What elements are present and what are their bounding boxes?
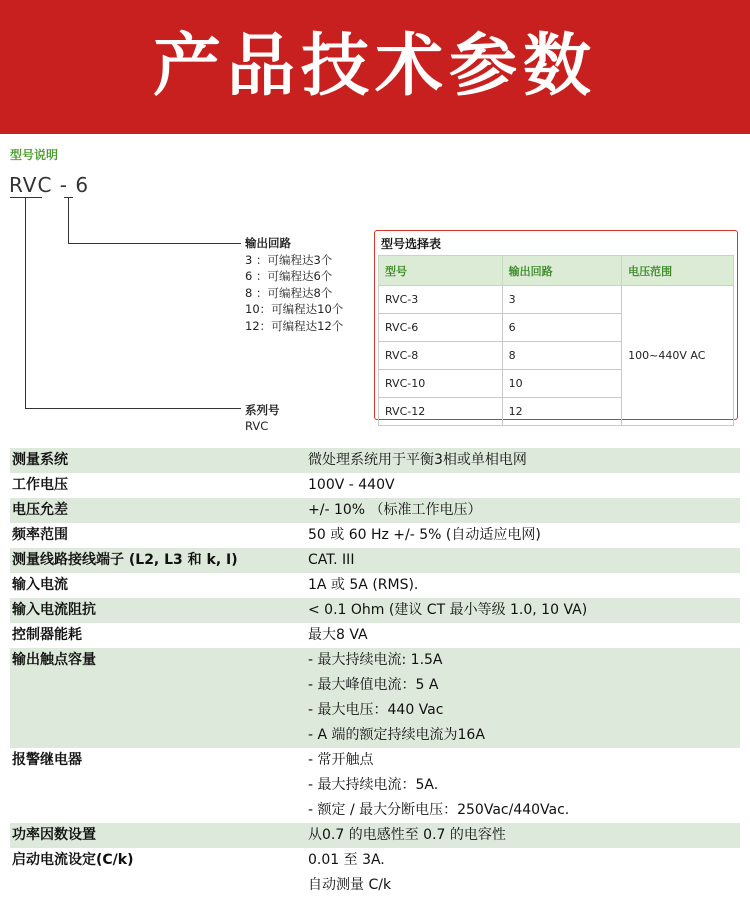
model-selection-table-box — [374, 230, 738, 420]
cell-model: RVC-3 — [379, 286, 503, 314]
output-legend-item: 3 ：可编程达3个 — [245, 252, 333, 267]
output-connector-vertical — [68, 197, 69, 243]
spec-row — [10, 548, 740, 573]
spec-value: - 最大电压：440 Vac — [308, 702, 444, 718]
spec-key: 输入电流 — [12, 577, 68, 593]
model-selection-title: 型号选择表 — [381, 237, 442, 251]
table-row — [379, 286, 734, 314]
output-legend-item: 6 ：可编程达6个 — [245, 269, 333, 283]
column-header-model: 型号 — [379, 256, 503, 286]
spec-value: 0.01 至 3A. — [308, 852, 385, 868]
series-connector-vertical — [25, 197, 26, 409]
spec-value: - A 端的额定持续电流为16A — [308, 727, 485, 743]
spec-key: 控制器能耗 — [12, 627, 82, 643]
series-connector-horizontal — [25, 408, 241, 409]
spec-key: 电压允差 — [12, 502, 68, 518]
output-legend-item: 12：可编程达12个 — [245, 318, 344, 333]
spec-key: 输出触点容量 — [12, 652, 96, 668]
model-explanation-label: 型号说明 — [10, 148, 59, 162]
spec-value: 微处理系统用于平衡3相或单相电网 — [308, 452, 527, 468]
spec-value: - 最大峰值电流：5 A — [308, 677, 439, 693]
spec-row — [10, 748, 740, 823]
spec-value: 从0.7 的电感性至 0.7 的电容性 — [308, 827, 506, 843]
table-header-row — [379, 256, 734, 286]
spec-key: 报警继电器 — [12, 752, 82, 768]
model-selection-table — [378, 255, 734, 426]
cell-model: RVC-8 — [379, 342, 503, 370]
spec-key: 测量线路接线端子 (L2, L3 和 k, I) — [12, 552, 238, 568]
code-underline — [10, 197, 42, 198]
spec-row — [10, 473, 740, 498]
spec-row — [10, 448, 740, 473]
spec-row — [10, 823, 740, 848]
header-banner — [0, 0, 750, 134]
spec-key: 启动电流设定(C/k) — [12, 852, 134, 868]
spec-value: - 最大持续电流: 1.5A — [308, 652, 443, 668]
spec-row — [10, 598, 740, 623]
spec-value: - 额定 / 最大分断电压：250Vac/440Vac. — [308, 802, 570, 818]
spec-value: CAT. III — [308, 552, 355, 568]
spec-value: 50 或 60 Hz +/- 5% (自动适应电网) — [308, 527, 541, 543]
spec-key: 测量系统 — [12, 452, 68, 468]
column-header-outputs: 输出回路 — [502, 256, 622, 286]
series-legend — [245, 402, 280, 434]
output-legend-item: 8 ：可编程达8个 — [245, 285, 333, 300]
spec-row — [10, 648, 740, 748]
model-code: RVC - 6 — [9, 173, 90, 197]
spec-key: 工作电压 — [12, 477, 68, 493]
spec-value: +/- 10% （标准工作电压） — [308, 502, 482, 518]
spec-table — [10, 448, 740, 898]
cell-model: RVC-10 — [379, 370, 503, 398]
cell-outputs: 8 — [502, 342, 622, 370]
output-legend-item: 10：可编程达10个 — [245, 302, 344, 316]
spec-key: 功率因数设置 — [12, 827, 96, 843]
spec-row — [10, 623, 740, 648]
output-underline — [64, 197, 73, 198]
spec-key: 频率范围 — [12, 527, 68, 543]
spec-value: 1A 或 5A (RMS). — [308, 577, 419, 593]
spec-row — [10, 523, 740, 548]
cell-outputs: 6 — [502, 314, 622, 342]
spec-value: 100V - 440V — [308, 477, 395, 493]
spec-key: 输入电流阻抗 — [12, 602, 96, 618]
spec-value: 自动测量 C/k — [308, 877, 392, 893]
page-title: 产品技术参数 — [152, 27, 597, 106]
spec-row — [10, 848, 740, 898]
output-connector-horizontal — [68, 243, 241, 244]
series-legend-heading: 系列号 — [245, 403, 280, 417]
spec-value: - 最大持续电流：5A. — [308, 777, 439, 793]
spec-value: 最大8 VA — [308, 627, 368, 643]
column-header-voltage: 电压范围 — [622, 256, 734, 286]
spec-row — [10, 498, 740, 523]
output-legend-heading: 输出回路 — [245, 236, 291, 250]
series-legend-value: RVC — [245, 419, 269, 433]
cell-outputs: 12 — [502, 398, 622, 426]
spec-value: - 常开触点 — [308, 752, 374, 768]
cell-voltage-range: 100~440V AC — [622, 286, 734, 426]
cell-model: RVC-6 — [379, 314, 503, 342]
output-legend — [245, 235, 343, 334]
spec-value: < 0.1 Ohm (建议 CT 最小等级 1.0, 10 VA) — [308, 602, 588, 618]
cell-outputs: 10 — [502, 370, 622, 398]
cell-outputs: 3 — [502, 286, 622, 314]
spec-row — [10, 573, 740, 598]
cell-model: RVC-12 — [379, 398, 503, 426]
